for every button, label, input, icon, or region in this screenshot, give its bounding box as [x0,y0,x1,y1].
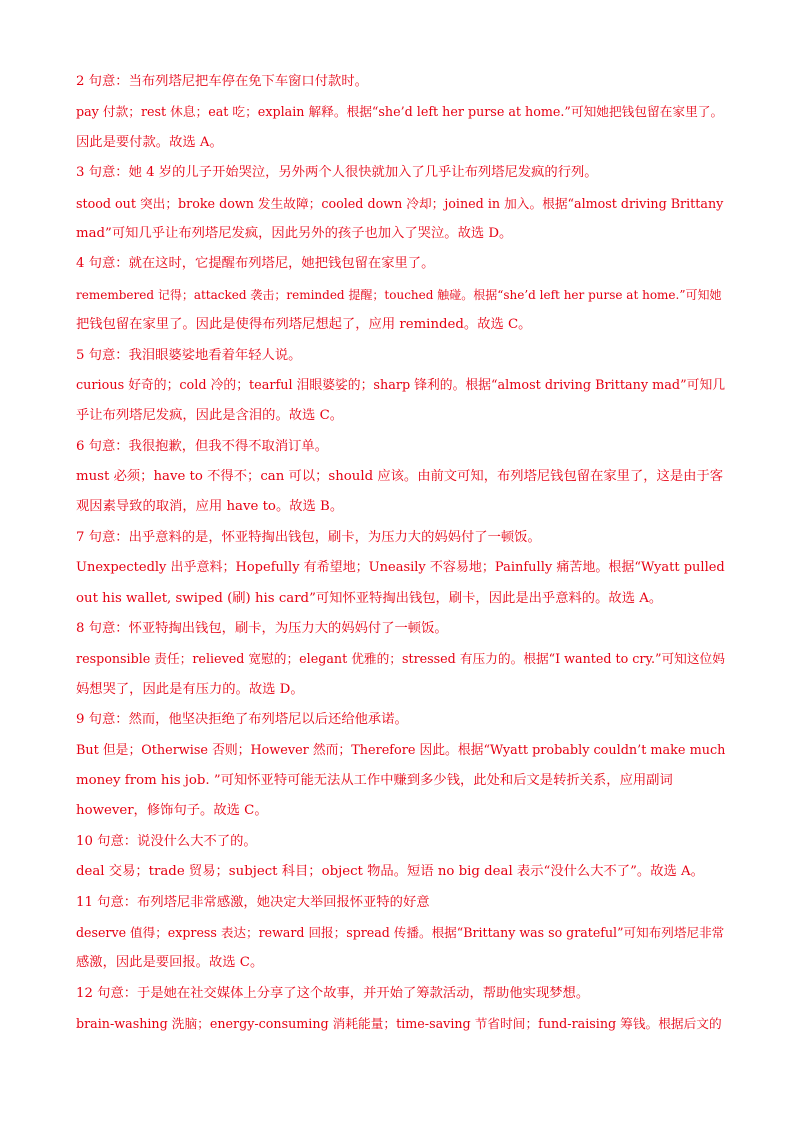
text-line: responsible 责任；relieved 宽慰的；elegant 优雅的；stressed 有压力的。根据“I wanted to cry.”可知这位妈 [76,651,725,667]
text-line: 乎让布列塔尼发疯，因此是含泪的。故选 C。 [76,408,344,424]
text-line: curious 好奇的；cold 冷的；tearful 泪眼婆娑的；sharp 锋利的。根据“almost driving Brittany mad”可知几 [76,377,726,393]
text-line: 12 句意：于是她在社交媒体上分享了这个故事，并开始了筹款活动，帮助他实现梦想。 [76,985,590,1001]
text-line: mad”可知几乎让布列塔尼发疯，因此另外的孩子也加入了哭泣。故选 D。 [76,225,513,241]
text-line: But 但是；Otherwise 否则；However 然而；Therefore 因此。根据“Wyatt probably couldn’t make much [76,742,726,758]
document-body [76,67,726,1040]
text-line: money from his job. ”可知怀亚特可能无法从工作中赚到多少钱，此处和后文是转折关系，应用副词 [76,772,673,788]
text-line: must 必须；have to 不得不；can 可以；should 应该。由前文可知，布列塔尼钱包留在家里了，这是由于客 [76,469,724,485]
text-line: Unexpectedly 出乎意料；Hopefully 有希望地；Uneasily 不容易地；Painfully 痛苦地。根据“Wyatt pulled [76,560,725,576]
text-line: 因此是要付款。故选 A。 [76,134,223,150]
text-line: 11 句意：布列塔尼非常感激，她决定大举回报怀亚特的好意 [76,894,430,910]
text-line: 6 句意：我很抱歉，但我不得不取消订单。 [76,438,329,454]
text-line: deal 交易；trade 贸易；subject 科目；object 物品。短语 no big deal 表示“没什么大不了”。故选 A。 [76,864,704,880]
text-line: 2 句意：当布列塔尼把车停在免下车窗口付款时。 [76,74,368,89]
text-line: deserve 值得；express 表达；reward 回报；spread 传播。根据“Brittany was so grateful”可知布列塔尼非常 [76,924,725,940]
text-line: 3 句意：她 4 岁的儿子开始哭泣，另外两个人很快就加入了几乎让布列塔尼发疯的行列。 [76,165,598,181]
text-line: 把钱包留在家里了。因此是使得布列塔尼想起了，应用 reminded。故选 C。 [76,317,532,333]
text-line: remembered 记得；attacked 袭击；reminded 提醒；touched 触碰。根据“she’d left her purse at home.”可知她 [76,287,722,302]
text-line: 观因素导致的取消，应用 have to。故选 B。 [76,499,344,515]
text-line: stood out 突出；broke down 发生故障；cooled down 冷却；joined in 加入。根据“almost driving Brittany [76,195,724,211]
text-line: pay 付款；rest 休息；eat 吃；explain 解释。根据“she’d left her purse at home.”可知她把钱包留在家里了。 [76,104,724,120]
text-line: 8 句意：怀亚特掏出钱包，刷卡，为压力大的妈妈付了一顿饭。 [76,621,448,637]
text-line: 妈想哭了，因此是有压力的。故选 D。 [76,681,304,697]
text-line: brain-washing 洗脑；energy-consuming 消耗能量；time-saving 节省时间；fund-raising 筹钱。根据后文的 [76,1016,722,1032]
text-line: however，修饰句子。故选 C。 [76,803,268,819]
text-line: 感激，因此是要回报。故选 C。 [76,955,264,971]
text-line: out his wallet, swiped (刷) his card”可知怀亚特掏出钱包，刷卡，因此是出乎意料的。故选 A。 [76,590,663,606]
text-line: 10 句意：说没什么大不了的。 [76,833,257,849]
text-line: 9 句意：然而，他坚决拒绝了布列塔尼以后还给他承诺。 [76,712,408,728]
text-line: 7 句意：出乎意料的是，怀亚特掏出钱包，刷卡，为压力大的妈妈付了一顿饭。 [76,529,541,545]
text-line: 5 句意：我泪眼婆娑地看着年轻人说。 [76,347,302,363]
text-line: 4 句意：就在这时，它提醒布列塔尼，她把钱包留在家里了。 [76,256,435,272]
